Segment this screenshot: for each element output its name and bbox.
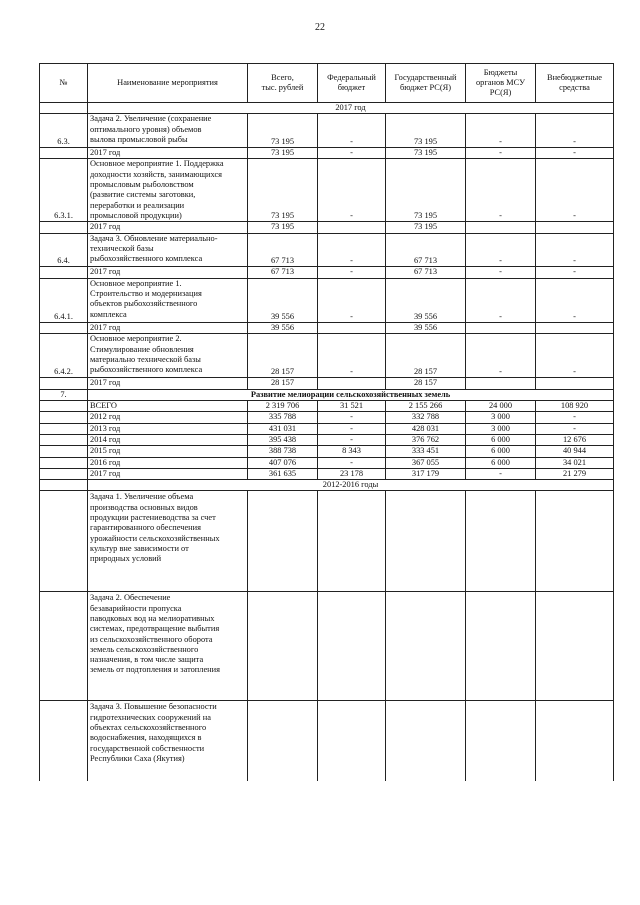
row-total: 2 319 706: [248, 401, 318, 412]
table-row: [40, 322, 614, 333]
row-extra: -: [536, 148, 614, 159]
table-row: [40, 222, 614, 233]
row-municipal: 3 000: [466, 423, 536, 434]
row-federal: 23 178: [318, 468, 386, 479]
row-municipal: 6 000: [466, 446, 536, 457]
row-total: 28 157: [248, 334, 318, 378]
row-extra: -: [536, 267, 614, 278]
row-total: 73 195: [248, 159, 318, 222]
row-total: 73 195: [248, 222, 318, 233]
row-extra: [536, 322, 614, 333]
row-municipal: 24 000: [466, 401, 536, 412]
row-municipal: 6 000: [466, 457, 536, 468]
row-federal: -: [318, 412, 386, 423]
row-federal: [318, 378, 386, 389]
table-row: [40, 701, 614, 782]
table-row: [40, 423, 614, 434]
row-federal: -: [318, 159, 386, 222]
row-total: 431 031: [248, 423, 318, 434]
row-federal: -: [318, 114, 386, 148]
row-municipal: -: [466, 148, 536, 159]
row-state: 28 157: [386, 334, 466, 378]
row-extra: [536, 222, 614, 233]
row-municipal: -: [466, 278, 536, 322]
row-extra: 108 920: [536, 401, 614, 412]
row-state: 39 556: [386, 278, 466, 322]
row-total: 395 438: [248, 434, 318, 445]
row-extra: [536, 378, 614, 389]
table-row: [40, 233, 614, 267]
row-extra: -: [536, 278, 614, 322]
header-name: Наименование мероприятия: [88, 64, 248, 103]
row-total: 335 788: [248, 412, 318, 423]
row-name: 2017 год: [88, 222, 248, 233]
row-name: Задача 3. Обновление материально- технической базы рыбохозяйственного комплекса: [88, 233, 248, 267]
row-federal: [318, 222, 386, 233]
row-name: Задача 2. Увеличение (сохранение оптимального уровня) объемов вылова промысловой рыбы: [88, 114, 248, 148]
row-federal: -: [318, 148, 386, 159]
table-row: [40, 592, 614, 701]
row-name: 2012 год: [88, 412, 248, 423]
row-state: 73 195: [386, 159, 466, 222]
budget-table: [39, 63, 614, 781]
row-total: 67 713: [248, 233, 318, 267]
row-extra: 34 021: [536, 457, 614, 468]
row-municipal: 3 000: [466, 412, 536, 423]
row-total: 388 738: [248, 446, 318, 457]
row-total: 73 195: [248, 114, 318, 148]
row-federal: -: [318, 334, 386, 378]
row-no: 6.4.2.: [40, 334, 88, 378]
row-federal: 31 521: [318, 401, 386, 412]
section-2017: 2017 год: [88, 103, 614, 114]
table-row: [40, 378, 614, 389]
row-total: 28 157: [248, 378, 318, 389]
table-row: [40, 278, 614, 322]
table-row: [40, 267, 614, 278]
row-total: 67 713: [248, 267, 318, 278]
row-total: 361 635: [248, 468, 318, 479]
row-state: 28 157: [386, 378, 466, 389]
row-state: 376 762: [386, 434, 466, 445]
row-no: 6.4.1.: [40, 278, 88, 322]
row-no: 6.4.: [40, 233, 88, 267]
row-name: 2016 год: [88, 457, 248, 468]
row-total: 39 556: [248, 322, 318, 333]
task-3: Задача 3. Повышение безопасности гидротехнических сооружений на объектах сельскохозяйственного водоснабжения, находящихся в государственной собственности Республики Саха (Якутия): [88, 701, 248, 782]
table-row: [40, 148, 614, 159]
task-2: Задача 2. Обеспечение безаварийности пропуска паводковых вод на мелиоративных системах, предотвращение выбытия из сельскохозяйственного оборота земель сельскохозяйственного назначения, в том числе защита земель от подтопления и затопления: [88, 592, 248, 701]
row-state: 67 713: [386, 267, 466, 278]
table-row: [40, 468, 614, 479]
row-state: 317 179: [386, 468, 466, 479]
row-state: 73 195: [386, 222, 466, 233]
section7-title: Развитие мелиорации сельскохозяйственных земель: [88, 389, 614, 400]
row-state: 73 195: [386, 114, 466, 148]
header-total: Всего, тыс. рублей: [248, 64, 318, 103]
row-name: 2017 год: [88, 148, 248, 159]
section-row: [40, 103, 614, 114]
row-extra: -: [536, 412, 614, 423]
row-state: 367 055: [386, 457, 466, 468]
row-state: 332 788: [386, 412, 466, 423]
row-name: Основное мероприятие 2. Стимулирование обновления материально технической базы рыбохозяйственного комплекса: [88, 334, 248, 378]
row-no: 6.3.: [40, 114, 88, 148]
row-municipal: 6 000: [466, 434, 536, 445]
row-extra: -: [536, 423, 614, 434]
row-state: 428 031: [386, 423, 466, 434]
row-name: 2013 год: [88, 423, 248, 434]
row-name: ВСЕГО: [88, 401, 248, 412]
row-total: 73 195: [248, 148, 318, 159]
row-state: 39 556: [386, 322, 466, 333]
row-municipal: [466, 222, 536, 233]
row-federal: -: [318, 434, 386, 445]
row-extra: -: [536, 114, 614, 148]
section7-no: 7.: [40, 389, 88, 400]
row-extra: -: [536, 334, 614, 378]
section-row: [40, 389, 614, 400]
row-name: 2017 год: [88, 322, 248, 333]
row-total: 407 076: [248, 457, 318, 468]
table-header-row: [40, 64, 614, 103]
row-municipal: -: [466, 114, 536, 148]
row-state: 2 155 266: [386, 401, 466, 412]
table-row: [40, 159, 614, 222]
row-name: 2017 год: [88, 267, 248, 278]
table-row: [40, 401, 614, 412]
row-state: 73 195: [386, 148, 466, 159]
row-extra: 21 279: [536, 468, 614, 479]
header-extra: Внебюджетные средства: [536, 64, 614, 103]
table-row: [40, 334, 614, 378]
row-municipal: -: [466, 267, 536, 278]
row-federal: -: [318, 267, 386, 278]
table-row: [40, 491, 614, 592]
row-no: 6.3.1.: [40, 159, 88, 222]
header-municipal: Бюджеты органов МСУ РС(Я): [466, 64, 536, 103]
header-no: №: [40, 64, 88, 103]
row-name: 2014 год: [88, 434, 248, 445]
row-name: 2015 год: [88, 446, 248, 457]
section-row: [40, 480, 614, 491]
row-federal: -: [318, 233, 386, 267]
row-state: 67 713: [386, 233, 466, 267]
page-number: 22: [315, 22, 325, 33]
row-municipal: -: [466, 159, 536, 222]
header-federal: Федеральный бюджет: [318, 64, 386, 103]
row-municipal: [466, 378, 536, 389]
table-row: [40, 446, 614, 457]
row-municipal: -: [466, 233, 536, 267]
row-municipal: -: [466, 334, 536, 378]
row-federal: -: [318, 457, 386, 468]
row-name: Основное мероприятие 1. Поддержка доходности хозяйств, занимающихся промысловым рыболовством (развитие системы заготовки, переработки и реализации промысловой продукции): [88, 159, 248, 222]
table-row: [40, 412, 614, 423]
row-total: 39 556: [248, 278, 318, 322]
row-extra: 12 676: [536, 434, 614, 445]
row-name: 2017 год: [88, 468, 248, 479]
table-row: [40, 114, 614, 148]
row-municipal: [466, 322, 536, 333]
table-row: [40, 434, 614, 445]
row-extra: 40 944: [536, 446, 614, 457]
row-federal: -: [318, 423, 386, 434]
row-name: Основное мероприятие 1. Строительство и модернизация объектов рыбохозяйственного комплекса: [88, 278, 248, 322]
task-1: Задача 1. Увеличение объема производства основных видов продукции растениеводства за счет гарантированного обеспечения урожайности сельскохозяйственных культур вне зависимости от природных условий: [88, 491, 248, 592]
table-row: [40, 457, 614, 468]
row-extra: -: [536, 159, 614, 222]
row-federal: -: [318, 278, 386, 322]
section-2012-2016: 2012-2016 годы: [88, 480, 614, 491]
header-state: Государственный бюджет РС(Я): [386, 64, 466, 103]
row-state: 333 451: [386, 446, 466, 457]
row-name: 2017 год: [88, 378, 248, 389]
row-federal: 8 343: [318, 446, 386, 457]
row-extra: -: [536, 233, 614, 267]
row-federal: [318, 322, 386, 333]
row-municipal: -: [466, 468, 536, 479]
